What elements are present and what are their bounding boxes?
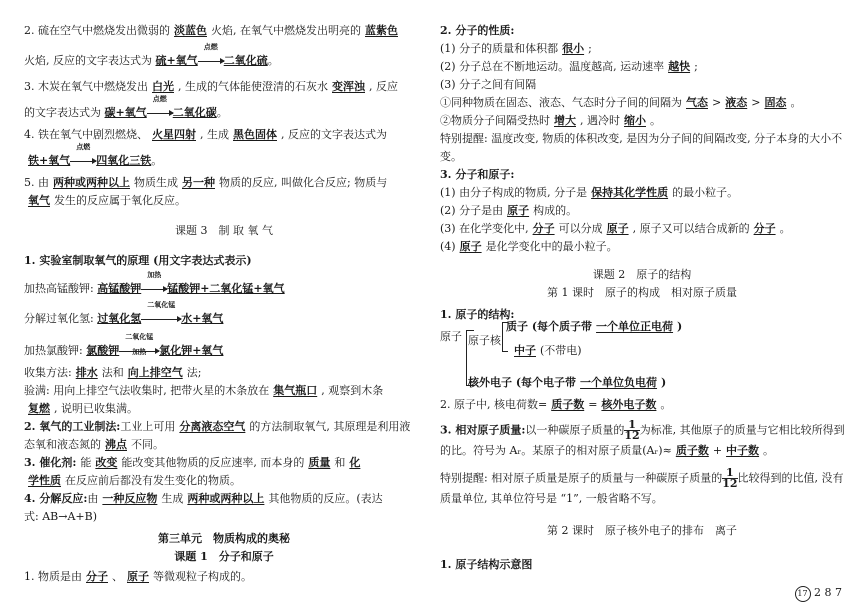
text: 4. 铁在氧气中剧烈燃烧、 <box>24 128 148 141</box>
answer-blank: 缩小 <box>624 114 646 127</box>
reaction-arrow <box>198 42 224 70</box>
tip-line-1: 特别提醒: 温度改变, 物质的体积改变, 是因为分子间的间隔改变, 分子本身的大小不 <box>440 132 843 145</box>
reaction-equation <box>86 332 224 357</box>
text: 物质生成 <box>134 176 178 189</box>
text: ; <box>694 60 698 73</box>
products: 二氧化碳 <box>172 106 217 119</box>
catalyst-line-1: 3. 催化剂: 能 改变 能改变其他物质的反应速率, 而本身的 质量 和 化 <box>24 454 364 472</box>
answer-blank: 分子 <box>86 570 108 583</box>
text: 物质的反应, 叫做化合反应; 物质与 <box>219 176 388 189</box>
combination-line-2 <box>24 192 186 210</box>
text: 火焰, 在氧气中燃烧发出明亮的 <box>211 24 361 37</box>
answer-blank: 质子数 <box>551 398 585 411</box>
answer-blank: 化 <box>349 456 361 469</box>
text: 其他物质的反应。(表达 <box>268 492 383 505</box>
text: 5. 由 <box>24 176 49 189</box>
answer-blank: 沸点 <box>105 438 127 451</box>
section-title: 课题 3 制 取 氧 气 <box>175 224 273 237</box>
condition: 二氧化锰 <box>147 300 176 309</box>
catalyst-line-2 <box>24 472 241 490</box>
denominator: 12 <box>722 477 738 490</box>
atom-label: 原子 <box>440 330 462 343</box>
text: (不带电) <box>540 344 582 357</box>
lesson-title: 第 2 课时 原子核外电子的排布 离子 <box>547 524 737 537</box>
molecule-atom-2 <box>440 202 577 220</box>
page-badge: 17 <box>795 586 811 602</box>
carbon-equation-line <box>24 94 228 122</box>
text: 构成的。 <box>533 204 578 217</box>
text: 不同。 <box>131 438 164 451</box>
text: 。 <box>216 106 228 119</box>
text: 为标准, 其他原子的质量与它相比较所得到 <box>639 423 845 437</box>
text: , 说明已收集满。 <box>54 402 138 415</box>
page-digits: 2 8 7 <box>814 586 842 599</box>
text: , 遇冷时 <box>580 114 620 127</box>
answer-blank: 排水 <box>75 366 98 379</box>
answer-blank: 分离液态空气 <box>179 420 246 433</box>
subheading: 3. 相对原子质量: <box>440 423 526 437</box>
answer-blank: 集气瓶口 <box>273 384 318 397</box>
text: (1) 由分子构成的物质, 分子是 <box>440 186 588 199</box>
answer-blank: 另一种 <box>182 176 215 189</box>
answer-blank: 液态 <box>725 96 748 109</box>
text: , 生成的气体能使澄清的石灰水 <box>178 80 328 93</box>
property-1 <box>440 40 592 58</box>
reaction-equation <box>97 300 224 325</box>
combination-line-1 <box>24 174 387 192</box>
heading: 1. 实验室制取氧气的原理 (用文字表达式表示) <box>24 254 252 267</box>
unit-title: 第三单元 物质构成的奥秘 <box>158 532 290 545</box>
condition: 加热 <box>132 347 147 356</box>
condition: 点燃 <box>76 142 91 151</box>
relative-mass-line-2 <box>440 442 774 460</box>
answer-blank: 中子 <box>514 344 536 357</box>
text: 2. 硫在空气中燃烧发出微弱的 <box>24 24 170 37</box>
answer-blank: 蓝紫色 <box>365 24 398 37</box>
heading: 3. 分子和原子: <box>440 168 515 181</box>
text: 的最小粒子。 <box>672 186 739 199</box>
answer-blank: 氧气 <box>28 194 50 207</box>
answer-blank: 中子数 <box>726 444 760 457</box>
answer-blank: 分子 <box>753 222 776 235</box>
answer-blank: 复燃 <box>28 402 50 415</box>
answer-blank: 一个单位负电荷 <box>580 376 658 389</box>
fraction-1-12 <box>624 420 639 441</box>
answer-blank: 原子 <box>507 204 530 217</box>
text: 和 <box>334 456 346 469</box>
text: ②物质分子间隔受热时 <box>440 114 550 127</box>
answer-blank: 原子 <box>127 570 149 583</box>
reactants: 高锰酸钾 <box>97 282 142 295</box>
molecule-atom-3 <box>440 220 791 238</box>
text: , 原子又可以结合成新的 <box>632 222 750 235</box>
text: 2. 原子中, 核电荷数= <box>440 398 548 411</box>
text: 质子 (每个质子带 <box>506 320 593 333</box>
decomposition-line-1 <box>24 490 383 508</box>
text: 法; <box>186 366 202 379</box>
condition: 加热 <box>147 270 162 279</box>
molecule-atom-1 <box>440 184 738 202</box>
answer-blank: 保持其化学性质 <box>591 186 669 199</box>
text: 以一种碳原子质量的 <box>525 423 625 437</box>
text: + <box>712 444 723 457</box>
reaction-equation <box>97 270 285 295</box>
condition: 点燃 <box>203 42 218 51</box>
reaction-arrow <box>119 332 159 360</box>
text: ①同种物质在固态、液态、气态时分子间的间隔为 <box>440 96 682 109</box>
fraction-1-12 <box>722 468 737 489</box>
collection-line <box>24 364 201 382</box>
products: 锰酸钾+二氧化锰+氧气 <box>167 282 285 295</box>
products: 四氧化三铁 <box>96 154 152 167</box>
text: 是化学变化中的最小粒子。 <box>485 240 618 253</box>
text: = <box>588 398 598 411</box>
text: ; <box>588 42 592 55</box>
text: 3. 木炭在氧气中燃烧发出 <box>24 80 148 93</box>
answer-blank: 向上排空气 <box>127 366 183 379</box>
text: , 生成 <box>200 128 229 141</box>
products: 水+氧气 <box>181 312 224 325</box>
page-number <box>795 584 843 602</box>
text: , 反应的文字表达式为 <box>281 128 387 141</box>
answer-blank: 淡蓝色 <box>174 24 207 37</box>
text: (3) 在化学变化中, <box>440 222 529 235</box>
reaction-arrow <box>141 270 167 298</box>
decomposition-line-2: 式: AB→A+B) <box>24 510 97 523</box>
answer-blank: 一个单位正电荷 <box>596 320 674 333</box>
section-title: 课题 1 分子和原子 <box>174 550 274 563</box>
denominator: 12 <box>624 429 640 442</box>
property-3: (3) 分子之间有间隔 <box>440 78 537 91</box>
particles-line <box>24 568 252 586</box>
answer-blank: 改变 <box>95 456 118 469</box>
carbon-line-1 <box>24 78 398 96</box>
text: 验满: 用向上排空气法收集时, 把带火星的木条放在 <box>24 384 270 397</box>
nuclear-charge-line <box>440 396 671 414</box>
industrial-line-2 <box>24 436 164 454</box>
subheading: 3. 催化剂: <box>24 456 77 469</box>
products: 二氧化硫 <box>223 54 268 67</box>
electron-line <box>468 374 666 392</box>
answer-blank: 两种或两种以上 <box>187 492 265 505</box>
tip-mass-line-2: 质量单位, 其单位符号是 “1”, 一般省略不写。 <box>440 492 663 505</box>
text: , 反应 <box>369 80 398 93</box>
answer-blank: 越快 <box>668 60 691 73</box>
subheading: 4. 分解反应: <box>24 492 88 505</box>
products: 氯化钾+氧气 <box>159 344 224 357</box>
text: , 观察到木条 <box>321 384 384 397</box>
iron-equation-line <box>28 142 163 170</box>
numerator: 1 <box>624 420 639 431</box>
text: 态氧和液态氮的 <box>24 438 101 451</box>
text: 的文字表达式为 <box>24 106 101 119</box>
property-3b <box>440 112 661 130</box>
reaction-equation <box>28 142 152 167</box>
text: 的比。符号为 Aᵣ。某原子的相对原子质量(Aᵣ)≈ <box>440 444 672 457</box>
reactants: 氯酸钾 <box>86 344 120 357</box>
text: (2) 分子总在不断地运动。温度越高, 运动速率 <box>440 60 665 73</box>
answer-blank: 黑色固体 <box>233 128 277 141</box>
answer-blank: 学性质 <box>28 474 61 487</box>
condition: 点燃 <box>152 94 167 103</box>
tip-line-2: 变。 <box>440 150 462 163</box>
proton-line <box>506 318 682 336</box>
answer-blank: 变浑浊 <box>332 80 365 93</box>
check-full-line <box>24 382 383 400</box>
text: 生成 <box>161 492 184 505</box>
heading: 1. 原子结构示意图 <box>440 558 533 571</box>
property-3a <box>440 94 801 112</box>
text: (1) 分子的质量和体积都 <box>440 42 559 55</box>
property-2 <box>440 58 698 76</box>
reactants: 过氧化氢 <box>97 312 142 325</box>
text: 可以分成 <box>558 222 603 235</box>
text: 。 <box>660 398 672 411</box>
text: 加热高锰酸钾: <box>24 282 94 295</box>
text: 火焰, 反应的文字表达式为 <box>24 54 152 67</box>
answer-blank: 核外电子数 <box>601 398 657 411</box>
text: 特别提醒: 相对原子质量是原子的质量与一种碳原子质量的 <box>440 471 723 485</box>
reaction-arrow <box>70 142 96 170</box>
text: 。 <box>650 114 661 127</box>
reaction-equation <box>155 42 268 67</box>
check-full-line-2 <box>24 400 138 418</box>
answer-blank: 固态 <box>764 96 787 109</box>
answer-blank: 原子 <box>459 240 482 253</box>
section-title: 课题 2 原子的结构 <box>592 268 692 281</box>
text: 。 <box>790 96 802 109</box>
sulfur-equation-line <box>24 42 279 70</box>
text: 核外电子 (每个电子带 <box>468 376 577 389</box>
answer-blank: 两种或两种以上 <box>53 176 130 189</box>
text: 等微观粒子构成的。 <box>153 570 252 583</box>
text: 。 <box>151 154 163 167</box>
lesson-title: 第 1 课时 原子的构成 相对原子质量 <box>547 286 737 299</box>
answer-blank: 增大 <box>554 114 576 127</box>
heading: 2. 分子的性质: <box>440 24 515 37</box>
answer-blank: 白光 <box>152 80 174 93</box>
text: (4) <box>440 240 456 253</box>
text: 分解过氧化氢: <box>24 312 94 325</box>
text: 由 <box>87 492 99 505</box>
text: 在反应前后都没有发生变化的物质。 <box>65 474 241 487</box>
text: > <box>712 96 722 109</box>
industrial-line-1 <box>24 418 410 436</box>
molecule-atom-4 <box>440 238 618 256</box>
answer-blank: 分子 <box>532 222 555 235</box>
text: 加热氯酸钾: <box>24 344 83 357</box>
text: 1. 物质是由 <box>24 570 82 583</box>
reaction-arrow <box>141 300 181 328</box>
text: 。 <box>267 54 279 67</box>
sulfur-line-1 <box>24 22 402 40</box>
reaction-arrow <box>147 94 173 122</box>
text: 比较得到的比值, 没有 <box>737 471 844 485</box>
text: 能改变其他物质的反应速率, 而本身的 <box>121 456 305 469</box>
tip-mass-line-1 <box>440 468 844 489</box>
answer-blank: 气态 <box>686 96 708 109</box>
text: 。 <box>779 222 791 235</box>
text: 发生的反应属于氧化反应。 <box>54 194 186 207</box>
answer-blank: 很小 <box>562 42 585 55</box>
text: ) <box>661 376 667 389</box>
condition: 二氧化锰 <box>125 332 154 341</box>
text: 、 <box>112 570 123 583</box>
text: 法和 <box>101 366 124 379</box>
text: 工业上可用 <box>120 420 176 433</box>
text: ) <box>677 320 683 333</box>
neutron-line <box>510 342 582 360</box>
answer-blank: 质量 <box>308 456 331 469</box>
reactants: 碳+氧气 <box>104 106 147 119</box>
relative-mass-line-1 <box>440 420 845 441</box>
kmno4-line <box>24 270 285 298</box>
reactants: 铁+氧气 <box>28 154 71 167</box>
nucleus-label: 原子核 <box>468 334 501 347</box>
reaction-equation <box>104 94 217 119</box>
kclo3-line <box>24 332 224 360</box>
text: 的方法制取氧气, 其原理是利用液 <box>249 420 411 433</box>
h2o2-line <box>24 300 224 328</box>
answer-blank: 原子 <box>606 222 629 235</box>
subheading: 2. 氧气的工业制法: <box>24 420 121 433</box>
text: 收集方法: <box>24 366 72 379</box>
reactants: 硫+氧气 <box>155 54 198 67</box>
text: 。 <box>763 444 775 457</box>
text: (2) 分子是由 <box>440 204 504 217</box>
answer-blank: 一种反应物 <box>102 492 158 505</box>
numerator: 1 <box>722 468 737 479</box>
answer-blank: 质子数 <box>675 444 709 457</box>
answer-blank: 火星四射 <box>152 128 196 141</box>
heading: 1. 原子的结构: <box>440 308 515 321</box>
text: > <box>751 96 761 109</box>
